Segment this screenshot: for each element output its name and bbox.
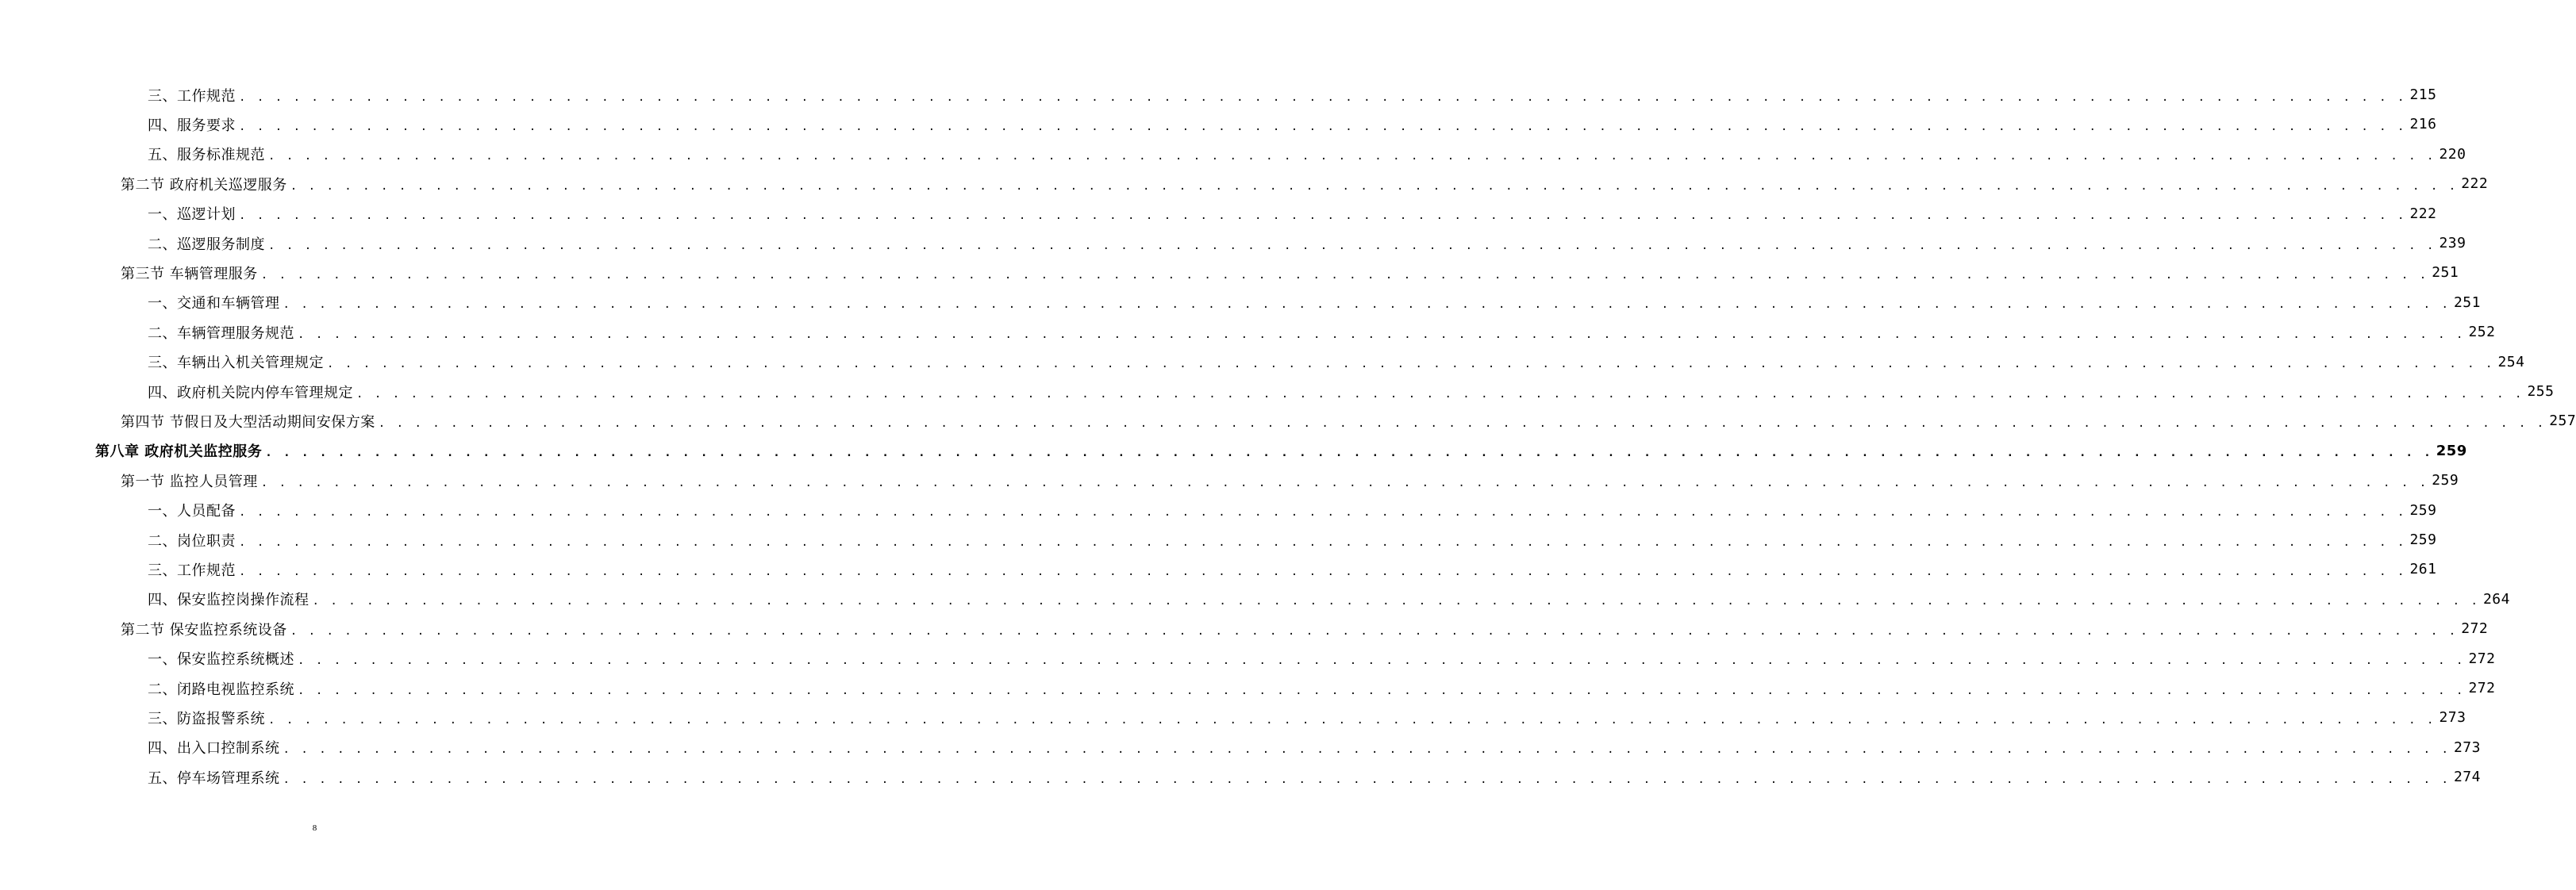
toc-entry-label: 第三节 车辆管理服务	[121, 265, 258, 282]
toc-entry-label: 五、服务标准规范	[148, 147, 265, 164]
toc-entry-label: 四、保安监控岗操作流程	[148, 592, 310, 609]
toc-entry-page-number: 273	[2439, 709, 2466, 727]
toc-entry-label: 三、防盗报警系统	[148, 710, 265, 727]
toc-chapter-entry[interactable]	[95, 436, 2467, 466]
toc-dot-leader: . . . . . . . . . . . . . . . . . . . . . . . . . . . . . . . . . . . . . . . . . . . . . . . . . . . . . . . . . . . . . . . . . . . . . . . . . . . . . . . . . . . . . . . . . . . . . . . . . . . . . . . . . . . . . . . . . . . . . . . .	[327, 358, 2495, 371]
toc-entry-page-number: 220	[2439, 145, 2466, 163]
toc-subsection-entry[interactable]	[148, 733, 2481, 762]
toc-entry-label: 一、巡逻计划	[148, 206, 236, 224]
toc-entry-page-number: 222	[2461, 175, 2489, 193]
toc-section-entry[interactable]	[121, 466, 2459, 495]
toc-entry-page-number: 259	[2409, 501, 2437, 519]
toc-entry-label: 一、人员配备	[148, 503, 236, 520]
toc-dot-leader: . . . . . . . . . . . . . . . . . . . . . . . . . . . . . . . . . . . . . . . . . . . . . . . . . . . . . . . . . . . . . . . . . . . . . . . . . . . . . . . . . . . . . . . . . . . . . . . . . . . . . . . . . . . . . . . . . . . . . . . .	[239, 535, 2407, 549]
toc-entry-page-number: 259	[2436, 442, 2467, 459]
toc-dot-leader: . . . . . . . . . . . . . . . . . . . . . . . . . . . . . . . . . . . . . . . . . . . . . . . . . . . . . . . . . . . . . . . . . . . . . . . . . . . . . . . . . . . . . . . . . . . . . . . . . . . . . . . . . . . . . . . . . . . . . . . .	[268, 239, 2436, 252]
toc-subsection-entry[interactable]	[148, 109, 2437, 139]
toc-dot-leader: . . . . . . . . . . . . . . . . . . . . . . . . . . . . . . . . . . . . . . . . . . . . . . . . . . . . . . . . . . . . . . . . . . . . . . . . . . . . . . . . . . . . . . . . . . . . . . . . . . . . . . . . . . . . . . . . . . . . . . . .	[356, 387, 2524, 401]
toc-entry-label: 第四节 节假日及大型活动期间安保方案	[121, 413, 375, 431]
toc-subsection-entry[interactable]	[148, 140, 2466, 169]
toc-dot-leader: . . . . . . . . . . . . . . . . . . . . . . . . . . . . . . . . . . . . . . . . . . . . . . . . . . . . . . . . . . . . . . . . . . . . . . . . . . . . . . . . . . . . . . . . . . . . . . . . . . . . . . . . . . . . . . . . . . . . . . . .	[268, 150, 2436, 163]
toc-dot-leader: . . . . . . . . . . . . . . . . . . . . . . . . . . . . . . . . . . . . . . . . . . . . . . . . . . . . . . . . . . . . . . . . . . . . . . . . . . . . . . . . . . . . . . . . . . . . . . . . . . . . . . . . . . . . . . . . . . . . . . . .	[239, 565, 2407, 578]
toc-subsection-entry[interactable]	[148, 228, 2466, 258]
toc-entry-page-number: 254	[2497, 353, 2525, 370]
toc-entry-label: 四、出入口控制系统	[148, 740, 280, 758]
toc-subsection-entry[interactable]	[148, 525, 2437, 554]
toc-dot-leader: . . . . . . . . . . . . . . . . . . . . . . . . . . . . . . . . . . . . . . . . . . . . . . . . . . . . . . . . . . . . . . . . . . . . . . . . . . . . . . . . . . . . . . . . . . . . . . . . . . . . . . . . . . . . . . . . . . . . . . . .	[312, 595, 2480, 608]
toc-entry-label: 四、政府机关院内停车管理规定	[148, 384, 353, 401]
toc-entry-label: 三、工作规范	[148, 87, 236, 105]
toc-entry-label: 一、保安监控系统概述	[148, 651, 294, 669]
toc-dot-leader: . . . . . . . . . . . . . . . . . . . . . . . . . . . . . . . . . . . . . . . . . . . . . . . . . . . . . . . . . . . . . . . . . . . . . . . . . . . . . . . . . . . . . . . . . . . . . . . . . . . . . . . . . . . . . . . . . . . . . . . .	[283, 743, 2451, 757]
toc-subsection-entry[interactable]	[148, 673, 2496, 703]
toc-entry-page-number: 252	[2468, 324, 2496, 341]
toc-section-entry[interactable]	[121, 406, 2576, 435]
toc-dot-leader: . . . . . . . . . . . . . . . . . . . . . . . . . . . . . . . . . . . . . . . . . . . . . . . . . . . . . . . . . . . . . . . . . . . . . . . . . . . . . . . . . . . . . . . . . . . . . . . . . . . . . . . . . . . . . . . . . . . . . . . .	[260, 268, 2429, 282]
toc-dot-leader: . . . . . . . . . . . . . . . . . . . . . . . . . . . . . . . . . . . . . . . . . . . . . . . . . . . . . . . . . . . . . . . . . . . . . . . . . . . . . . . . . . . . . . . . . . . . . . . . . . . . . . . . . . . . . . . . . . . . . . . .	[290, 624, 2459, 638]
toc-subsection-entry[interactable]	[148, 317, 2496, 347]
toc-entry-page-number: 257	[2549, 412, 2576, 430]
toc-dot-leader: . . . . . . . . . . . . . . . . . . . . . . . . . . . . . . . . . . . . . . . . . . . . . . . . . . . . . . . . . . . . . . . . . . . . . . . . . . . . . . . . . . . . . . . . . . . . . . . . . . . . . . . . . . . . . . . . . . . . . . . .	[260, 476, 2429, 489]
toc-dot-leader: . . . . . . . . . . . . . . . . . . . . . . . . . . . . . . . . . . . . . . . . . . . . . . . . . . . . . . . . . . . . . . . . . . . . . . . . . . . . . . . . . . . . . . . . . . . . . . . . . . . . . . . . . . . . . . . . . . . . . . . .	[298, 328, 2466, 341]
toc-dot-leader: . . . . . . . . . . . . . . . . . . . . . . . . . . . . . . . . . . . . . . . . . . . . . . . . . . . . . . . . . . . . . . . . . . . . . . . . . . . . . . . . . . . . . . . . . . . . . . . . . . . . . . . . . . . . . . . . . . . . . . . .	[290, 179, 2459, 193]
toc-subsection-entry[interactable]	[148, 199, 2437, 228]
toc-entry-page-number: 216	[2409, 116, 2437, 133]
toc-section-entry[interactable]	[121, 614, 2489, 643]
toc-section-entry[interactable]	[121, 169, 2489, 198]
toc-dot-leader: . . . . . . . . . . . . . . . . . . . . . . . . . . . . . . . . . . . . . . . . . . . . . . . . . . . . . . . . . . . . . . . . . . . . . . . . . . . . . . . . . . . . . . . . . . . . . . . . . . . . . . . . . . . . . . . . . . . . . . . .	[239, 209, 2407, 223]
toc-dot-leader: . . . . . . . . . . . . . . . . . . . . . . . . . . . . . . . . . . . . . . . . . . . . . . . . . . . . . . . . . . . . . . . . . . . . . . . . . . . . . . . . . . . . . . . . . . . . . . . . . . . . . . . . . . . . . . . . . . . . . . . .	[283, 298, 2451, 312]
toc-entry-label: 第二节 保安监控系统设备	[121, 621, 287, 639]
toc-entry-label: 第一节 监控人员管理	[121, 473, 258, 490]
toc-entry-page-number: 272	[2461, 620, 2489, 638]
toc-subsection-entry[interactable]	[148, 703, 2466, 732]
toc-subsection-entry[interactable]	[148, 585, 2510, 614]
toc-dot-leader: . . . . . . . . . . . . . . . . . . . . . . . . . . . . . . . . . . . . . . . . . . . . . . . . . . . . . . . . . . . . . . . . . . . . . . . . . . . . . . . . . . . . . . . . . . . . . . . . . . . . . . . . . . . . . . . . . . . . . . . .	[268, 713, 2436, 727]
toc-entry-page-number: 261	[2409, 561, 2437, 578]
toc-dot-leader: . . . . . . . . . . . . . . . . . . . . . . . . . . . . . . . . . . . . . . . . . . . . . . . . . . . . . . . . . . . . . . . . . . . . . . . . . . . . . . . . . . . . . . . . . . . . . . . . . . . . . . . . . . . . . . . . . . . . . . . .	[239, 90, 2407, 104]
toc-entry-label: 三、工作规范	[148, 562, 236, 579]
toc-subsection-entry[interactable]	[148, 347, 2525, 377]
toc-entry-label: 第二节 政府机关巡逻服务	[121, 176, 287, 194]
toc-entry-page-number: 259	[2432, 472, 2459, 489]
toc-entry-page-number: 222	[2409, 205, 2437, 222]
toc-subsection-entry[interactable]	[148, 288, 2481, 317]
toc-entry-page-number: 272	[2468, 650, 2496, 667]
toc-entry-page-number: 251	[2432, 264, 2459, 282]
toc-entry-page-number: 272	[2468, 680, 2496, 696]
toc-entry-label: 二、车辆管理服务规范	[148, 324, 294, 342]
toc-entry-page-number: 215	[2409, 86, 2437, 103]
toc-entry-label: 四、服务要求	[148, 117, 236, 134]
toc-entry-page-number: 259	[2409, 531, 2437, 548]
toc-entry-page-number: 273	[2453, 738, 2481, 756]
toc-entry-page-number: 264	[2482, 590, 2510, 608]
toc-subsection-entry[interactable]	[148, 377, 2555, 406]
toc-subsection-entry[interactable]	[148, 80, 2437, 109]
toc-entry-page-number: 255	[2527, 383, 2555, 400]
toc-entry-page-number: 274	[2453, 769, 2481, 786]
page-number: 8	[312, 823, 317, 833]
toc-dot-leader: . . . . . . . . . . . . . . . . . . . . . . . . . . . . . . . . . . . . . . . . . . . . . . . . . . . . . . . . . . . . . . . . . . . . . . . . . . . . . . . . . . . . . . . . . . . . . . . . . . . . . . . . . . . . . . . . . . . . . . . .	[298, 654, 2466, 668]
toc-entry-label: 二、闭路电视监控系统	[148, 681, 294, 698]
toc-entry-page-number: 239	[2439, 235, 2466, 251]
toc-subsection-entry[interactable]	[148, 496, 2437, 525]
toc-subsection-entry[interactable]	[148, 762, 2481, 792]
toc-entry-label: 三、车辆出入机关管理规定	[148, 355, 324, 372]
toc-section-entry[interactable]	[121, 258, 2459, 287]
toc-entry-label: 一、交通和车辆管理	[148, 295, 280, 313]
toc-subsection-entry[interactable]	[148, 644, 2496, 673]
toc-dot-leader: . . . . . . . . . . . . . . . . . . . . . . . . . . . . . . . . . . . . . . . . . . . . . . . . . . . . . . . . . . . . . . . . . . . . . . . . . . . . . . . . . . . . . . . . . . . . . . . . . . . . . . . . . . . . . . . . . . . . . . . .	[283, 773, 2451, 786]
toc-dot-leader: . . . . . . . . . . . . . . . . . . . . . . . . . . . . . . . . . . . . . . . . . . . . . . . . . . . . . . . . . . . . . . . . . . . . . . . . . . . . . . . . . . . . . . . . . . . . . . . . . . . . . . . . . . . . . . . . . . . . . . . .	[378, 416, 2547, 430]
toc-entry-label: 二、巡逻服务制度	[148, 236, 265, 253]
toc-dot-leader: . . . . . . . . . . . . . . . . . . . . . . . . . . . . . . . . . . . . . . . . . . . . . . . . . . . . . . . . . . . . . . . . . . . . . . . . . . . . . . . . . . . . . . . . . . . . . . . . . . . . . . . . . . . . . . . . . . . . . . . .	[298, 684, 2466, 697]
toc-dot-leader: . . . . . . . . . . . . . . . . . . . . . . . . . . . . . . . . . . . . . . . . . . . . . . . . . . . . . . . . . . . . . . . . . . . . . . . . . . . . . . . . . . . . . . . . . . . . . . . . . . . . . . . . . . . . . . . . . . . . . . . .	[265, 447, 2433, 460]
toc-dot-leader: . . . . . . . . . . . . . . . . . . . . . . . . . . . . . . . . . . . . . . . . . . . . . . . . . . . . . . . . . . . . . . . . . . . . . . . . . . . . . . . . . . . . . . . . . . . . . . . . . . . . . . . . . . . . . . . . . . . . . . . .	[239, 120, 2407, 133]
toc-entry-label: 第八章 政府机关监控服务	[95, 443, 263, 461]
toc-entry-page-number: 251	[2453, 293, 2481, 311]
toc-subsection-entry[interactable]	[148, 554, 2437, 584]
toc-dot-leader: . . . . . . . . . . . . . . . . . . . . . . . . . . . . . . . . . . . . . . . . . . . . . . . . . . . . . . . . . . . . . . . . . . . . . . . . . . . . . . . . . . . . . . . . . . . . . . . . . . . . . . . . . . . . . . . . . . . . . . . .	[239, 506, 2407, 520]
toc-entry-label: 二、岗位职责	[148, 532, 236, 550]
toc-entry-label: 五、停车场管理系统	[148, 769, 280, 787]
